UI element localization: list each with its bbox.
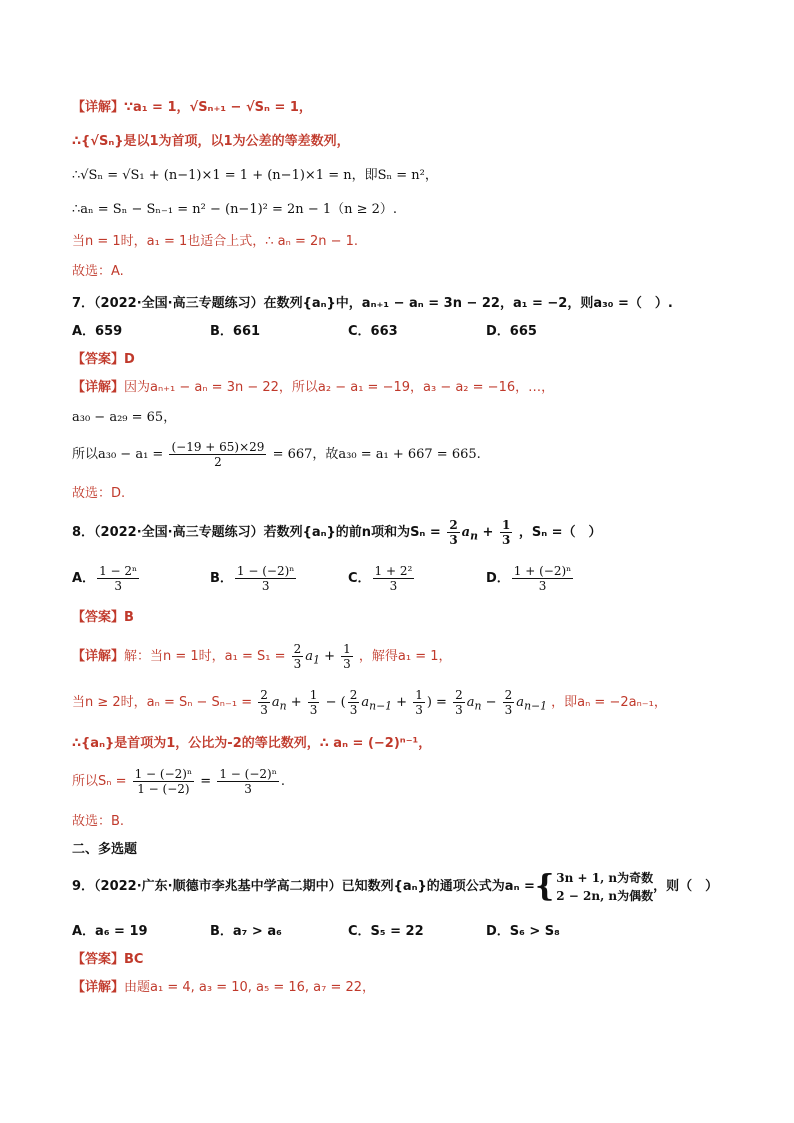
q7-option-a: A．659 xyxy=(72,324,123,339)
q8-option-c xyxy=(348,564,416,593)
detail-line-1 xyxy=(72,98,312,118)
detail-text: ，即aₙ = −2aₙ₋₁， xyxy=(551,695,667,710)
detail-text: 因为aₙ₊₁ − aₙ = 3n − 22，所以a₂ − a₁ = −19，a₃ − a₂ = −16，…， xyxy=(124,380,555,395)
detail-line-fraction xyxy=(72,440,481,470)
choose-line: 故选：D. xyxy=(72,486,126,501)
answer-line xyxy=(72,950,143,970)
detail-text: ∵a₁ = 1，√Sₙ₊₁ − √Sₙ = 1， xyxy=(124,100,312,115)
q8-option-a xyxy=(72,564,141,593)
answer-label: 【答案】 xyxy=(72,352,125,367)
detail-text: 解：当n = 1时，a₁ = S₁ = xyxy=(124,649,286,664)
q8-option-d xyxy=(486,564,575,593)
case: 3n + 1, n为奇数 xyxy=(556,870,654,885)
detail-line xyxy=(72,378,554,398)
answer-value: B xyxy=(124,610,134,625)
stem-text: 8．（2022·全国·高三专题练习）若数列{aₙ}的前n项和为Sₙ = xyxy=(72,525,441,540)
piecewise-cases xyxy=(556,869,653,905)
q9-option-d: D．S₆ > S₈ xyxy=(486,924,560,939)
detail-line-3: ∴√Sₙ = √S₁ + (n−1)×1 = 1 + (n−1)×1 = n，即Sₙ = n²， xyxy=(72,168,438,183)
detail-line: ∴{aₙ}是首项为1，公比为-2的等比数列，∴ aₙ = (−2)ⁿ⁻¹， xyxy=(72,736,432,751)
denominator: 3 xyxy=(114,579,122,593)
case: 2 − 2n, n为偶数 xyxy=(556,888,654,903)
numerator: 1 + (−2)ⁿ xyxy=(513,564,572,578)
detail-text: = 667，故a₃₀ = a₁ + 667 = 665. xyxy=(272,447,481,462)
answer-value: D xyxy=(124,352,135,367)
detail-text: 当n ≥ 2时，aₙ = Sₙ − Sₙ₋₁ = xyxy=(72,695,253,710)
detail-line-4: ∴aₙ = Sₙ − Sₙ₋₁ = n² − (n−1)² = 2n − 1（n ≥ 2）. xyxy=(72,202,398,217)
detail-label: 【详解】 xyxy=(72,100,125,115)
answer-value: BC xyxy=(124,952,144,967)
numerator: 1 − 2ⁿ xyxy=(99,564,138,578)
q7-option-b: B．661 xyxy=(210,324,261,339)
denominator: 2 xyxy=(214,455,222,469)
question-8-stem: 8．（2022·全国·高三专题练习）若数列{aₙ}的前n项和为Sₙ = $\frac{2}{3}$ $a_n$ + $\frac{1}{3}$ ，Sₙ =（ ） xyxy=(72,518,602,547)
question-7-stem: 7．（2022·全国·高三专题练习）在数列{aₙ}中，aₙ₊₁ − aₙ = 3n − 22，a₁ = −2，则a₃₀ =（ ）. xyxy=(72,296,673,311)
numerator: 1 − (−2)ⁿ xyxy=(236,564,295,578)
detail-text: 由题a₁ = 4, a₃ = 10, a₅ = 16, a₇ = 22， xyxy=(124,980,376,995)
option-letter: A． xyxy=(72,571,96,586)
fraction xyxy=(169,440,266,469)
detail-label: 【详解】 xyxy=(72,649,125,664)
numerator: 1 − (−2)ⁿ xyxy=(219,767,277,781)
answer-label: 【答案】 xyxy=(72,952,125,967)
numerator: 1 − (−2)ⁿ xyxy=(134,767,193,781)
numerator: 1 + 2² xyxy=(374,564,413,578)
detail-line-5: 当n = 1时，a₁ = 1也适合上式，∴ aₙ = 2n − 1. xyxy=(72,234,359,249)
denominator: 3 xyxy=(261,579,270,593)
denominator: 3 xyxy=(244,782,252,796)
fraction: $\frac{1}{3}$ xyxy=(501,518,511,547)
answer-line xyxy=(72,350,135,370)
answer-label: 【答案】 xyxy=(72,610,125,625)
detail-line: 【详解】解：当n = 1时，a₁ = S₁ = $\frac{2}{3}$ $a_1$ + $\frac{1}{3}$ ，解得a₁ = 1， xyxy=(72,642,452,671)
option-letter: B． xyxy=(210,571,233,586)
denominator: 1 − (−2) xyxy=(137,782,190,796)
stem-text: ，则（ ） xyxy=(653,879,719,894)
question-9-stem: 9．（2022·广东·顺德市李兆基中学高二期中）已知数列{aₙ}的通项公式为aₙ ={ 3n + 1, n为奇数 2 − 2n, n为偶数 ，则（ ） xyxy=(72,868,719,904)
q9-option-b: B．a₇ > a₆ xyxy=(210,924,282,939)
denominator: 3 xyxy=(389,579,398,593)
section-heading: 二、多选题 xyxy=(72,842,138,857)
numerator: (−19 + 65)×29 xyxy=(171,440,265,454)
stem-text: 9．（2022·广东·顺德市李兆基中学高二期中）已知数列{aₙ}的通项公式为aₙ = xyxy=(72,879,535,894)
option-letter: D． xyxy=(486,571,510,586)
detail-label: 【详解】 xyxy=(72,380,125,395)
q9-option-c: C．S₅ = 22 xyxy=(348,924,424,939)
detail-line-fraction: 所以Sₙ = $\frac{\text{1 − (−2)ⁿ}}{1 - (-2)}$ = $\frac{\text{1 − (−2)ⁿ}}{3}$ . xyxy=(72,767,286,796)
detail-line-2 xyxy=(72,132,350,152)
denominator: 3 xyxy=(538,579,547,593)
detail-text: ，解得a₁ = 1， xyxy=(358,649,452,664)
option-letter: C． xyxy=(348,571,371,586)
detail-text: 所以Sₙ = xyxy=(72,774,127,789)
q9-option-a: A．a₆ = 19 xyxy=(72,924,148,939)
choose-line: 故选：A. xyxy=(72,264,124,279)
detail-line: 当n ≥ 2时，aₙ = Sₙ − Sₙ₋₁ = $\frac{2}{3}$ $a_n$ + $\frac{1}{3}$ − ( $\frac{2}{3}$ $a_{n-1}$ + $\frac{1}{3}$ ) = $\frac{2}{3}$ $a_n$ − $\frac{2}{3}$ $a_{n-1}$ ，即aₙ = −2aₙ₋₁， xyxy=(72,688,667,717)
q7-option-d: D．665 xyxy=(486,324,537,339)
detail-line xyxy=(72,978,375,998)
detail-text: 所以a₃₀ − a₁ = xyxy=(72,447,164,462)
detail-text: ∴{√Sₙ}是以1为首项，以1为公差的等差数列， xyxy=(72,134,350,149)
detail-label: 【详解】 xyxy=(72,980,125,995)
stem-text: ，Sₙ =（ ） xyxy=(518,525,602,540)
answer-line xyxy=(72,608,134,628)
fraction: $\frac{2}{3}$ xyxy=(449,518,458,547)
q8-option-b xyxy=(210,564,298,593)
detail-line: a₃₀ − a₂₉ = 65， xyxy=(72,410,177,425)
q7-option-c: C．663 xyxy=(348,324,398,339)
choose-line: 故选：B. xyxy=(72,814,125,829)
